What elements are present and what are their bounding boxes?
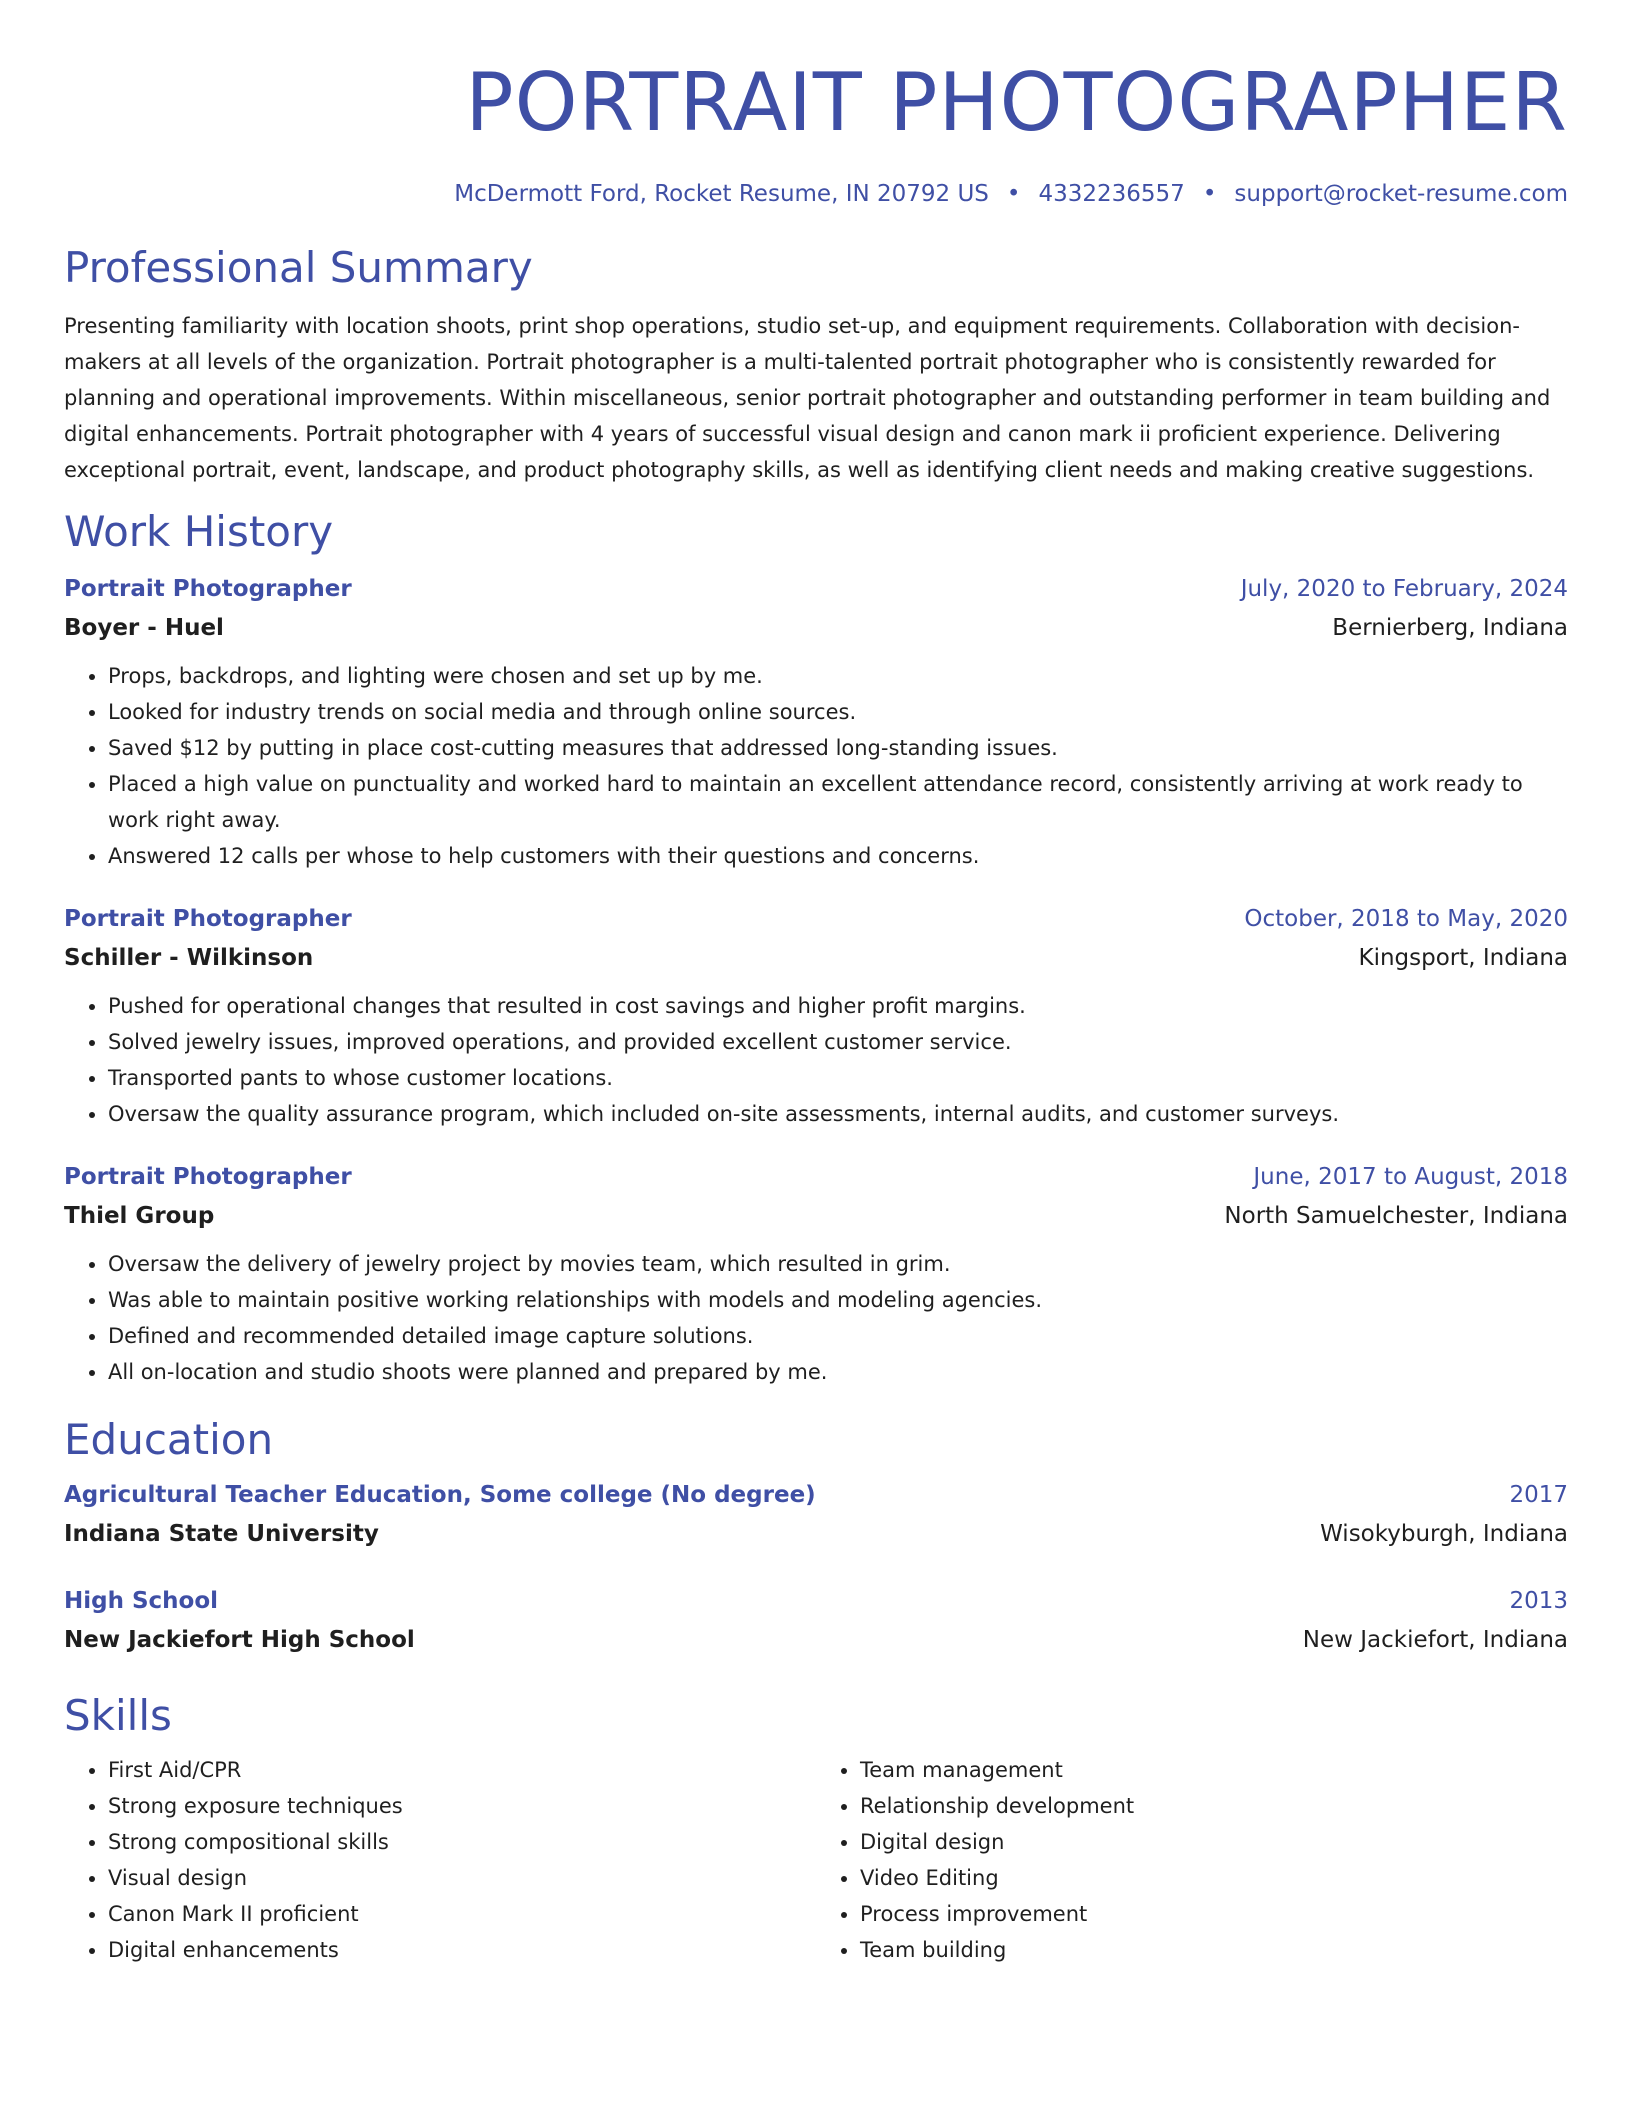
- contact-phone: 4332236557: [1038, 181, 1185, 207]
- education-school: Indiana State University: [64, 1521, 379, 1547]
- section-heading-education: Education: [64, 1415, 274, 1464]
- job-company: Schiller - Wilkinson: [64, 945, 314, 971]
- job-company: Thiel Group: [64, 1203, 215, 1229]
- list-item: • Team management: [860, 1752, 1568, 1788]
- skills-list-right: [816, 1752, 1568, 1968]
- job-dates: July, 2020 to February, 2024: [1240, 576, 1568, 602]
- contact-address: McDermott Ford, Rocket Resume, IN 20792 US: [454, 181, 989, 207]
- list-item: • Answered 12 calls per whose to help customers with their questions and concerns.: [108, 838, 1568, 874]
- job-entry: [64, 570, 1568, 874]
- list-item: • Digital design: [860, 1824, 1568, 1860]
- job-bullets: [64, 988, 1568, 1132]
- skills-list-left: [64, 1752, 816, 1968]
- section-heading-summary: Professional Summary: [64, 243, 533, 292]
- bullet-separator: •: [1006, 181, 1021, 207]
- job-role: Portrait Photographer: [64, 576, 352, 602]
- section-heading-skills: Skills: [64, 1691, 172, 1740]
- education-degree: High School: [64, 1588, 219, 1614]
- job-bullets: [64, 658, 1568, 874]
- education-entry: [64, 1476, 1568, 1554]
- education-entry: [64, 1582, 1568, 1660]
- job-dates: June, 2017 to August, 2018: [1253, 1164, 1568, 1190]
- list-item: • Canon Mark II proficient: [108, 1896, 816, 1932]
- job-entry: [64, 900, 1568, 1132]
- education-degree: Agricultural Teacher Education, Some college (No degree): [64, 1482, 816, 1508]
- list-item: • Defined and recommended detailed image capture solutions.: [108, 1318, 1568, 1354]
- list-item: • Digital enhancements: [108, 1932, 816, 1968]
- list-item: • Video Editing: [860, 1860, 1568, 1896]
- list-item: • All on-location and studio shoots were planned and prepared by me.: [108, 1354, 1568, 1390]
- list-item: • Transported pants to whose customer locations.: [108, 1060, 1568, 1096]
- list-item: • Relationship development: [860, 1788, 1568, 1824]
- list-item: • Oversaw the quality assurance program, which included on-site assessments, internal audits, and customer surveys.: [108, 1096, 1568, 1132]
- list-item: • Oversaw the delivery of jewelry project by movies team, which resulted in grim.: [108, 1246, 1568, 1282]
- section-heading-work-history: Work History: [64, 507, 334, 556]
- job-company: Boyer - Huel: [64, 615, 224, 641]
- education-year: 2013: [1509, 1588, 1568, 1614]
- list-item: • Process improvement: [860, 1896, 1568, 1932]
- job-location: North Samuelchester, Indiana: [1224, 1203, 1568, 1229]
- bullet-separator: •: [1202, 181, 1217, 207]
- summary-text: Presenting familiarity with location shoots, print shop operations, studio set-up, and equipment requirements. Collaboration with decision-makers at all levels of the organization. Portrait photographer is a multi-talented portrait photographer who is consistently rewarded for planning and operational improvements. Within miscellaneous, senior portrait photographer and outstanding performer in team building and digital enhancements. Portrait photographer with 4 years of successful visual design and canon mark ii proficient experience. Delivering exceptional portrait, event, landscape, and product photography skills, as well as identifying client needs and making creative suggestions.: [64, 314, 1551, 482]
- list-item: • Placed a high value on punctuality and worked hard to maintain an excellent attendance record, consistently arriving at work ready to work right away.: [108, 766, 1568, 838]
- job-location: Bernierberg, Indiana: [1332, 615, 1568, 641]
- education-school: New Jackiefort High School: [64, 1627, 415, 1653]
- education-location: Wisokyburgh, Indiana: [1320, 1521, 1568, 1547]
- list-item: • Was able to maintain positive working relationships with models and modeling agencies.: [108, 1282, 1568, 1318]
- list-item: • Team building: [860, 1932, 1568, 1968]
- list-item: • Looked for industry trends on social media and through online sources.: [108, 694, 1568, 730]
- job-role: Portrait Photographer: [64, 906, 352, 932]
- summary-section: [64, 242, 1568, 488]
- list-item: • First Aid/CPR: [108, 1752, 816, 1788]
- contact-line: [64, 178, 1568, 210]
- job-role: Portrait Photographer: [64, 1164, 352, 1190]
- contact-email: support@rocket-resume.com: [1234, 181, 1568, 207]
- list-item: • Visual design: [108, 1860, 816, 1896]
- skills-section: [64, 1690, 1568, 1968]
- skills-columns: [64, 1752, 1568, 1968]
- list-item: • Pushed for operational changes that resulted in cost savings and higher profit margins.: [108, 988, 1568, 1024]
- job-location: Kingsport, Indiana: [1358, 945, 1568, 971]
- list-item: • Strong exposure techniques: [108, 1788, 816, 1824]
- list-item: • Props, backdrops, and lighting were chosen and set up by me.: [108, 658, 1568, 694]
- list-item: • Solved jewelry issues, improved operations, and provided excellent customer service.: [108, 1024, 1568, 1060]
- list-item: • Strong compositional skills: [108, 1824, 816, 1860]
- education-year: 2017: [1509, 1482, 1568, 1508]
- resume-title: PORTRAIT PHOTOGRAPHER: [465, 56, 1568, 149]
- education-section: [64, 1414, 1568, 1660]
- list-item: • Saved $12 by putting in place cost-cutting measures that addressed long-standing issues.: [108, 730, 1568, 766]
- job-entry: [64, 1158, 1568, 1390]
- job-bullets: [64, 1246, 1568, 1390]
- job-dates: October, 2018 to May, 2020: [1244, 906, 1568, 932]
- education-location: New Jackiefort, Indiana: [1302, 1627, 1568, 1653]
- work-history-section: [64, 506, 1568, 1390]
